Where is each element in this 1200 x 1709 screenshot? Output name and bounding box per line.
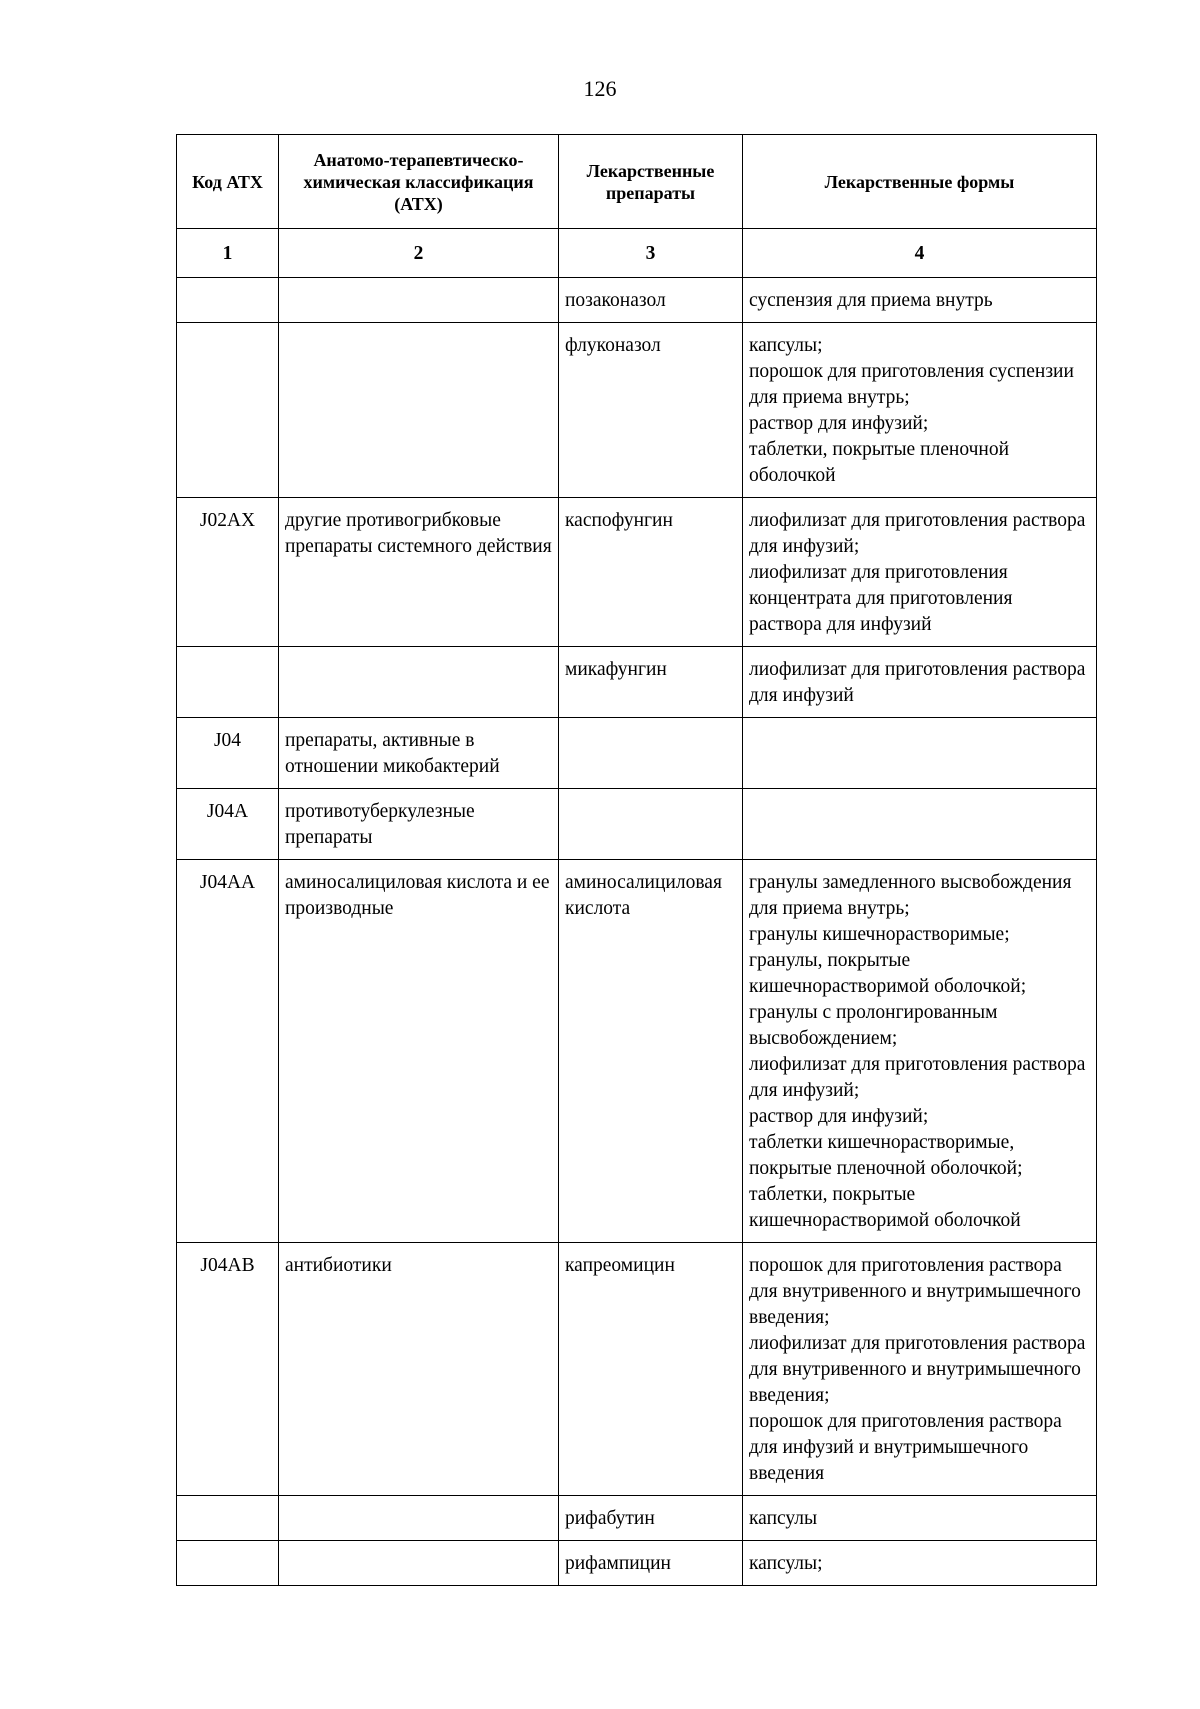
atx-code-cell: J04A (177, 789, 279, 860)
atx-code-cell (177, 647, 279, 718)
atx-classification-cell (279, 647, 559, 718)
page-number: 126 (583, 76, 617, 101)
header-forms: Лекарственные формы (743, 135, 1097, 229)
dosage-form-item: капсулы (749, 1508, 818, 1529)
atx-code-cell (177, 278, 279, 323)
table-row (177, 323, 1097, 498)
dosage-form-item: лиофилизат для приготовления раствора для внутривенного и внутримышечного введения; (749, 1333, 1086, 1406)
drug-name-cell: аминосалициловая кислота (559, 860, 743, 1243)
dosage-form-item: капсулы; (749, 335, 823, 356)
header-drugs: Лекарственные препараты (559, 135, 743, 229)
table-row (177, 278, 1097, 323)
atx-code-cell: J04 (177, 718, 279, 789)
drug-name-cell: каспофунгин (559, 498, 743, 647)
table-row (177, 718, 1097, 789)
atx-classification-cell: аминосалициловая кислота и ее производные (279, 860, 559, 1243)
dosage-forms-cell (743, 1541, 1097, 1586)
dosage-form-item: порошок для приготовления раствора для внутривенного и внутримышечного введения; (749, 1255, 1081, 1328)
column-number: 3 (559, 229, 743, 278)
atx-classification-cell (279, 1496, 559, 1541)
column-number: 1 (177, 229, 279, 278)
atx-classification-cell (279, 323, 559, 498)
column-number: 2 (279, 229, 559, 278)
atx-classification-cell: антибиотики (279, 1243, 559, 1496)
header-code: Код АТХ (177, 135, 279, 229)
dosage-forms-cell (743, 1243, 1097, 1496)
dosage-form-item: таблетки кишечнорастворимые, покрытые пленочной оболочкой; (749, 1132, 1023, 1179)
atx-code-cell: J04AA (177, 860, 279, 1243)
dosage-forms-cell (743, 323, 1097, 498)
dosage-form-item: раствор для инфузий; (749, 413, 929, 434)
dosage-form-item: лиофилизат для приготовления раствора для инфузий; (749, 510, 1086, 557)
table-body (177, 278, 1097, 1586)
dosage-form-item: таблетки, покрытые пленочной оболочкой (749, 439, 1010, 486)
drug-name-cell: рифампицин (559, 1541, 743, 1586)
atx-table (176, 134, 1097, 1586)
dosage-form-item: суспензия для приема внутрь (749, 290, 993, 311)
drug-name-cell: позаконазол (559, 278, 743, 323)
atx-classification-cell (279, 1541, 559, 1586)
table-row (177, 647, 1097, 718)
table-row (177, 498, 1097, 647)
table-row (177, 1541, 1097, 1586)
dosage-form-item: таблетки, покрытые кишечнорастворимой оболочкой (749, 1184, 1021, 1231)
atx-code-cell (177, 323, 279, 498)
atx-classification-cell (279, 278, 559, 323)
dosage-forms-cell (743, 860, 1097, 1243)
drug-name-cell: капреомицин (559, 1243, 743, 1496)
dosage-form-item: гранулы, покрытые кишечнорастворимой оболочкой; (749, 950, 1027, 997)
dosage-form-item: порошок для приготовления суспензии для приема внутрь; (749, 361, 1074, 408)
dosage-forms-cell (743, 1496, 1097, 1541)
column-number-row (177, 229, 1097, 278)
atx-classification-cell: другие противогрибковые препараты системного действия (279, 498, 559, 647)
dosage-forms-cell (743, 647, 1097, 718)
dosage-form-item: лиофилизат для приготовления раствора для инфузий; (749, 1054, 1086, 1101)
dosage-forms-cell (743, 498, 1097, 647)
dosage-forms-cell (743, 789, 1097, 860)
dosage-form-item: лиофилизат для приготовления концентрата для приготовления раствора для инфузий (749, 562, 1013, 635)
dosage-form-item: гранулы замедленного высвобождения для приема внутрь; (749, 872, 1072, 919)
drug-name-cell (559, 718, 743, 789)
dosage-form-item: раствор для инфузий; (749, 1106, 929, 1127)
drug-name-cell: рифабутин (559, 1496, 743, 1541)
table-row (177, 860, 1097, 1243)
dosage-form-item: порошок для приготовления раствора для инфузий и внутримышечного введения (749, 1411, 1062, 1484)
atx-code-cell: J02AX (177, 498, 279, 647)
table-row (177, 789, 1097, 860)
header-row (177, 135, 1097, 229)
atx-code-cell (177, 1541, 279, 1586)
atx-classification-cell: препараты, активные в отношении микобактерий (279, 718, 559, 789)
table-row (177, 1243, 1097, 1496)
dosage-forms-cell (743, 278, 1097, 323)
table-row (177, 1496, 1097, 1541)
dosage-form-item: гранулы с пролонгированным высвобождением; (749, 1002, 998, 1049)
dosage-form-item: капсулы; (749, 1553, 823, 1574)
atx-code-cell (177, 1496, 279, 1541)
atx-code-cell: J04AB (177, 1243, 279, 1496)
dosage-form-item: лиофилизат для приготовления раствора для инфузий (749, 659, 1086, 706)
drug-name-cell (559, 789, 743, 860)
dosage-form-item: гранулы кишечнорастворимые; (749, 924, 1010, 945)
drug-name-cell: микафунгин (559, 647, 743, 718)
atx-classification-cell: противотуберкулезные препараты (279, 789, 559, 860)
header-classification: Анатомо-терапевтическо-химическая классификация (АТХ) (279, 135, 559, 229)
drug-name-cell: флуконазол (559, 323, 743, 498)
dosage-forms-cell (743, 718, 1097, 789)
column-number: 4 (743, 229, 1097, 278)
